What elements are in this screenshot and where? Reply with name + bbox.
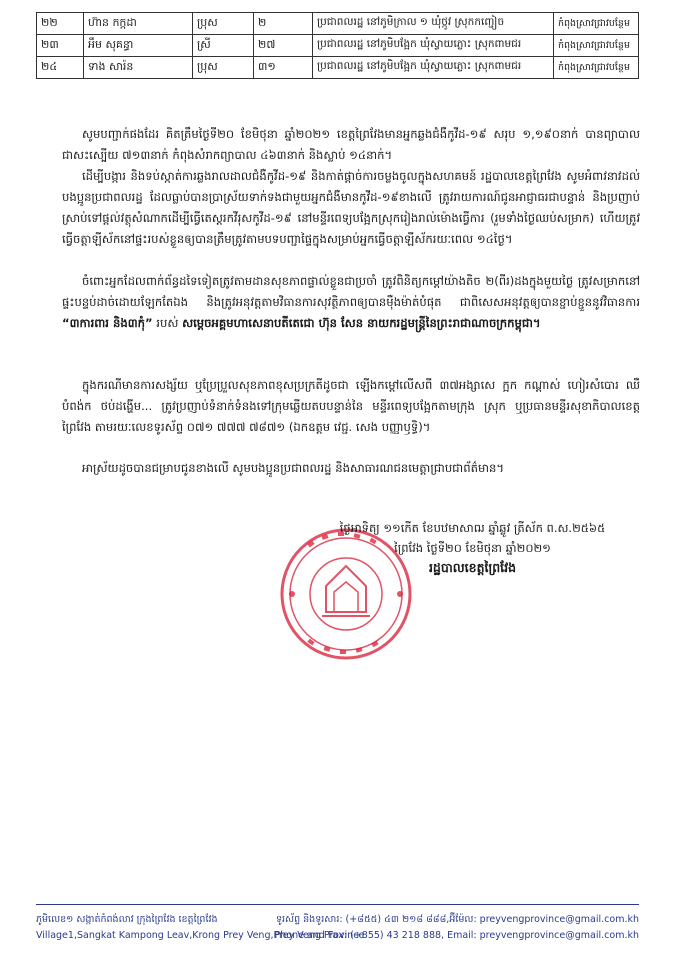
paragraph-appeal [62, 166, 640, 250]
patient-age: ៣១ [254, 57, 313, 79]
footer-address-en: Village1,Sangkat Kampong Leav,Krong Prey Veng,Prey Veng Province [36, 930, 365, 941]
closing-text: អាស្រ័យដូចបានជម្រាបជូនខាងលើ សូមបងប្អូនប្រជាពលរដ្ឋ និងសាធារណជនមេត្តាជ្រាបជាព័ត៌មាន។ [82, 461, 504, 475]
symptoms-text: ក្នុងករណីមានការសង្ស័យ ឬប្រែប្រួលសុខភាពខុសប្រក្រតីដូចជា ឡើងកម្ដៅលើសពី ៣៧អង្សាសេ ក្អក កណ្តាស់ ហៀរសំបោរ ឈឺបំពង់ក ថប់ដង្ហើម... ត្រូវប្រញាប់ទំនាក់ទំនងទៅក្រុមឆ្លើយតបបន្ទាន់នៃ មន្ទីរពេទ្យបង្អែកតាមក្រុង ស្រុក ឬប្រធានមន្ទីរសុខាភិបាលខេត្តព្រៃវែង តាមរយៈលេខទូរស័ព្ទ ០៧១ ៧៧៧ ៧៨៧១ (ឯកឧត្តម វេជ្ជ. សេង បញ្ញាឫទ្ធិ)។ [62, 378, 640, 434]
footer-divider [36, 904, 639, 905]
footer-contact-km: ទូរស័ព្ទ និងទូរសារ: (+៨៥៥) ៤៣ ២១៨ ៨៨៨,អ៊ីម៉ែល: preyvengprovince@gmail.com.kh [276, 914, 639, 925]
signing-authority: រដ្ឋបាលខេត្តព្រៃវែង [428, 560, 517, 575]
table-row [37, 35, 639, 57]
guidance-main-text: ចំពោះអ្នកដែលពាក់ព័ន្ធដទៃទៀតត្រូវតាមដានសុខភាពផ្ទាល់ខ្លួនជាប្រចាំ ត្រូវពិនិត្យកម្ដៅយ៉ាងតិច ២(ពីរ)ដងក្នុងមួយថ្ងៃ ត្រូវសម្រាកនៅផ្ទះបន្ទប់ដាច់ដោយឡែកតែឯង និងត្រូវអនុវត្តតាមវិធានការសុវត្ថិភាពឲ្យបានម៉ឺងម៉ាត់បំផុត ជាពិសេសអនុវត្តឲ្យបានខ្ជាប់ខ្ជួននូវវិធានការ [62, 274, 640, 309]
paragraph-contacts-guidance [62, 271, 640, 334]
lunar-date: ថ្ងៃអាទិត្យ ១១កើត ខែបឋមាសាឍ ឆ្នាំឆ្លូវ ត្រីស័ក ព.ស.២៥៦៥ [339, 521, 606, 535]
leader-title: សម្តេចអគ្គមហាសេនាបតីតេជោ ហ៊ុន សែន នាយករដ្ឋមន្ត្រីនៃព្រះរាជាណាចក្រកម្ពុជា។ [182, 316, 541, 330]
contacts-guidance-text [62, 271, 640, 334]
patient-name: ទាង សារ៉ន [84, 57, 193, 79]
paragraph-case-summary [62, 124, 640, 166]
case-status: កំពុងស្រាវជ្រាវបន្ថែម [554, 13, 639, 35]
cases-table [36, 12, 639, 79]
cases-table-body [37, 13, 639, 79]
footer-contact [275, 912, 639, 944]
patient-name: ហ៊ាន កក្កដា [84, 13, 193, 35]
footer-address-km: ភូមិលេខ១ សង្កាត់កំពង់លាវ ក្រុងព្រៃវែង ខេត្តព្រៃវែង [36, 914, 218, 925]
case-status: កំពុងស្រាវជ្រាវបន្ថែម [554, 57, 639, 79]
three-protect-quote: “៣ការពារ និង៣កុំ” [62, 316, 153, 330]
guidance-of-text: របស់ [156, 316, 179, 330]
patient-sex: ប្រុស [193, 57, 254, 79]
table-row [37, 57, 639, 79]
case-number: ២៣ [37, 35, 84, 57]
paragraph-symptoms [62, 375, 640, 438]
patient-age: ២៧ [254, 35, 313, 57]
patient-sex: ស្រី [193, 35, 254, 57]
table-row [37, 13, 639, 35]
solar-date: ព្រៃវែង ថ្ងៃទី២០ ខែមិថុនា ឆ្នាំ២០២១ [394, 541, 551, 555]
signature-block [300, 518, 645, 578]
patient-sex: ប្រុស [193, 13, 254, 35]
case-summary-text: សូមបញ្ជាក់ផងដែរ គិតត្រឹមថ្ងៃទី២០ ខែមិថុនា ឆ្នាំ២០២១ ខេត្តព្រៃវែងមានអ្នកឆ្លងជំងឺកូវីដ-១៩ សរុប ១,១៩០នាក់ បានព្យាបាល ជាសះស្បើយ ៧១៣នាក់ កំពុងសំរាកព្យាបាល ៤៦៣នាក់ និងស្លាប់ ១៤នាក់។ [62, 127, 640, 162]
patient-address: ប្រជាពលរដ្ឋ នៅភូមិបង្អែក ឃុំស្វាយភ្លោះ ស្រុកពាមជរ [313, 35, 554, 57]
case-status: កំពុងស្រាវជ្រាវបន្ថែម [554, 35, 639, 57]
footer-contact-en: Phone and Fax: (+855) 43 218 888, Email: preyvengprovince@gmail.com.kh [274, 930, 639, 941]
appeal-text: ដើម្បីបង្ការ និងទប់ស្កាត់ការឆ្លងរាលដាលជំងឺកូវីដ-១៩ និងកាត់ផ្តាច់ការចម្លងចូលក្នុងសហគមន៍ រដ្ឋបាលខេត្តព្រៃវែង សូមអំពាវនាវដល់ បងប្អូនប្រជាពលរដ្ឋ ដែលធ្លាប់បានប្រាស្រ័យទាក់ទងជាមួយអ្នកជំងឺមានកូវីដ-១៩ខាងលើ ត្រូវរាយការណ៍ជូនអាជ្ញាធរជាបន្ទាន់ និងប្រញាប់ស្រាប់ទៅផ្តល់វត្ថុសំណាកដើម្បីធ្វើតេស្តរកវីរុសកូវីដ-១៩ នៅមន្ទីរពេទ្យបង្អែកស្រុករៀងរាល់ម៉ោងធ្វើការ (រួមទាំងថ្ងៃឈប់សម្រាក) ហើយត្រូវធ្វើចត្តាឡីស័កនៅផ្ទះរបស់ខ្លួនឲ្យបានត្រឹមត្រូវតាមបទបញ្ជាផ្ទៃក្នុងសម្រាប់អ្នកធ្វើចត្តាឡីស័ករយៈពេល ១៤ថ្ងៃ។ [62, 169, 640, 246]
patient-age: ២ [254, 13, 313, 35]
case-number: ២៤ [37, 57, 84, 79]
patient-address: ប្រជាពលរដ្ឋ នៅភូមិក្រាល ១ ឃុំថ្កូវ ស្រុកកញ្ជៀច [313, 13, 554, 35]
patient-address: ប្រជាពលរដ្ឋ នៅភូមិបង្អែក ឃុំស្វាយភ្លោះ ស្រុកពាមជរ [313, 57, 554, 79]
case-number: ២២ [37, 13, 84, 35]
patient-name: អឹម សុគន្ធា [84, 35, 193, 57]
paragraph-closing [62, 458, 640, 479]
